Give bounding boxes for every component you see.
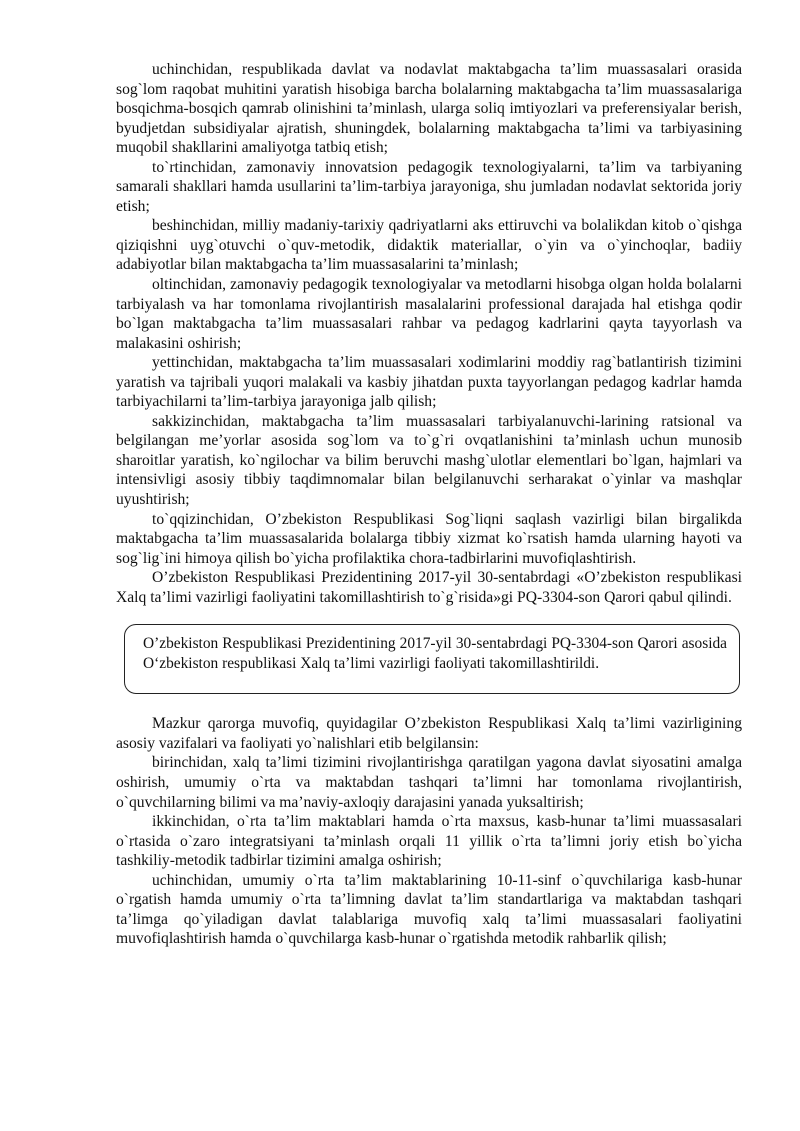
document-body — [116, 60, 742, 949]
paragraph: oltinchidan, zamonaviy pedagogik texnologiyalar va metodlarni hisobga olgan holda bolalarni tarbiyalash va har tomonlama rivojlantirish masalalarini professional darajada hal etishga qodir bo`lgan maktabgacha ta’lim muassasalari rahbar va pedagog kadrlarini qayta tayyorlash va malakasini oshirish; — [116, 276, 742, 352]
paragraph: beshinchidan, milliy madaniy-tarixiy qadriyatlarni aks ettiruvchi va bolalikdan kitob o`qishga qiziqishni uyg`otuvchi o`quv-metodik, didaktik materiallar, o`yin va o`yinchoqlar, badiiy adabiyotlar bilan maktabgacha ta’lim muassasalarini ta’minlash; — [116, 217, 742, 274]
paragraph: yettinchidan, maktabgacha ta’lim muassasalari xodimlarini moddiy rag`batlantirish tizimini yaratish va tajribali yuqori malakali va kasbiy jihatdan puxta tayyorlangan pedagog kadrlar hamda tarbiyachilarni ta’lim-tarbiya jarayoniga jalb qilish; — [116, 354, 742, 411]
paragraph: uchinchidan, umumiy o`rta ta’lim maktablarining 10-11-sinf o`quvchilariga kasb-hunar o`rgatish hamda umumiy o`rta ta’limning davlat ta’lim standartlariga va maktabdan tashqari ta’limga qo`yiladigan davlat talablariga muvofiq xalq ta’limi muassasalari faoliyatini muvofiqlashtirish hamda o`quvchilarga kasb-hunar o`rgatishda metodik rahbarlik qilish; — [116, 871, 742, 948]
paragraph: ikkinchidan, o`rta ta’lim maktablari hamda o`rta maxsus, kasb-hunar ta’limi muassasalari o`rtasida o`zaro integratsiyani ta’minlash orqali 11 yillik o`rta ta’limni joriy etish bo`yicha tashkiliy-metodik tadbirlar tizimini amalga oshirish; — [116, 813, 742, 870]
paragraph: uchinchidan, respublikada davlat va nodavlat maktabgacha ta’lim muassasalari orasida sog`lom raqobat muhitini yaratish hisobiga barcha bolalarning maktabgacha ta’lim muassasalariga bosqichma-bosqich qamrab olinishini ta’minlash, ularga soliq imtiyozlari va preferensiyalar berish, byudjetdan subsidiyalar ajratish, shuningdek, bolalarning maktabgacha ta’limi va tarbiyasining muqobil shakllarini amaliyotga tatbiq etish; — [116, 61, 742, 157]
summary-note-box: O’zbekiston Respublikasi Prezidentining 2017-yil 30-sentabrdagi PQ-3304-son Qarori asosida O‘zbekiston respublikasi Xalq ta’limi vazirligi faoliyati takomillashtirildi. — [124, 624, 740, 694]
paragraph: to`rtinchidan, zamonaviy innovatsion pedagogik texnologiyalarni, ta’lim va tarbiyaning samarali shakllari hamda usullarini ta’lim-tarbiya jarayoniga, shu jumladan nodavlat sektorida joriy etish; — [116, 158, 742, 215]
paragraph: birinchidan, xalq ta’limi tizimini rivojlantirishga qaratilgan yagona davlat siyosatini amalga oshirish, umumiy o`rta va maktabdan tashqari ta’limni har tomonlama rivojlantirish, o`quvchilarning bilimi va ma’naviy-axloqiy darajasini yanada yuksaltirish; — [116, 754, 742, 811]
paragraph: O’zbekiston Respublikasi Prezidentining 2017-yil 30-sentabrdagi «O’zbekiston respublikasi Xalq ta’limi vazirligi faoliyatini takomillashtirish to`g`risida»gi PQ-3304-son Qarori qabul qilindi. — [116, 569, 742, 606]
paragraph: to`qqizinchidan, O’zbekiston Respublikasi Sog`liqni saqlash vazirligi bilan birgalikda maktabgacha ta’lim muassasalarida bolalarga tibbiy xizmat ko`rsatish hamda ularning hayoti va sog`lig`ini himoya qilish bo`yicha profilaktika chora-tadbirlarini muvofiqlashtirish. — [116, 510, 742, 567]
paragraph: Mazkur qarorga muvofiq, quyidagilar O’zbekiston Respublikasi Xalq ta’limi vazirligining asosiy vazifalari va faoliyati yo`nalishlari etib belgilansin: — [116, 715, 742, 752]
paragraph: sakkizinchidan, maktabgacha ta’lim muassasalari tarbiyalanuvchi-larining ratsional va belgilangan me’yorlar asosida sog`lom va to`g`ri ovqatlanishini ta’minlash uchun munosib sharoitlar yaratish, ko`ngilochar va bilim beruvchi mashg`ulotlar elementlari bo`lgan, hajmlari va intensivligi asosiy tibbiy taqdimnomalar bilan belgilanuvchi serharakat o`yinlar va mashqlar uyushtirish; — [116, 412, 742, 509]
